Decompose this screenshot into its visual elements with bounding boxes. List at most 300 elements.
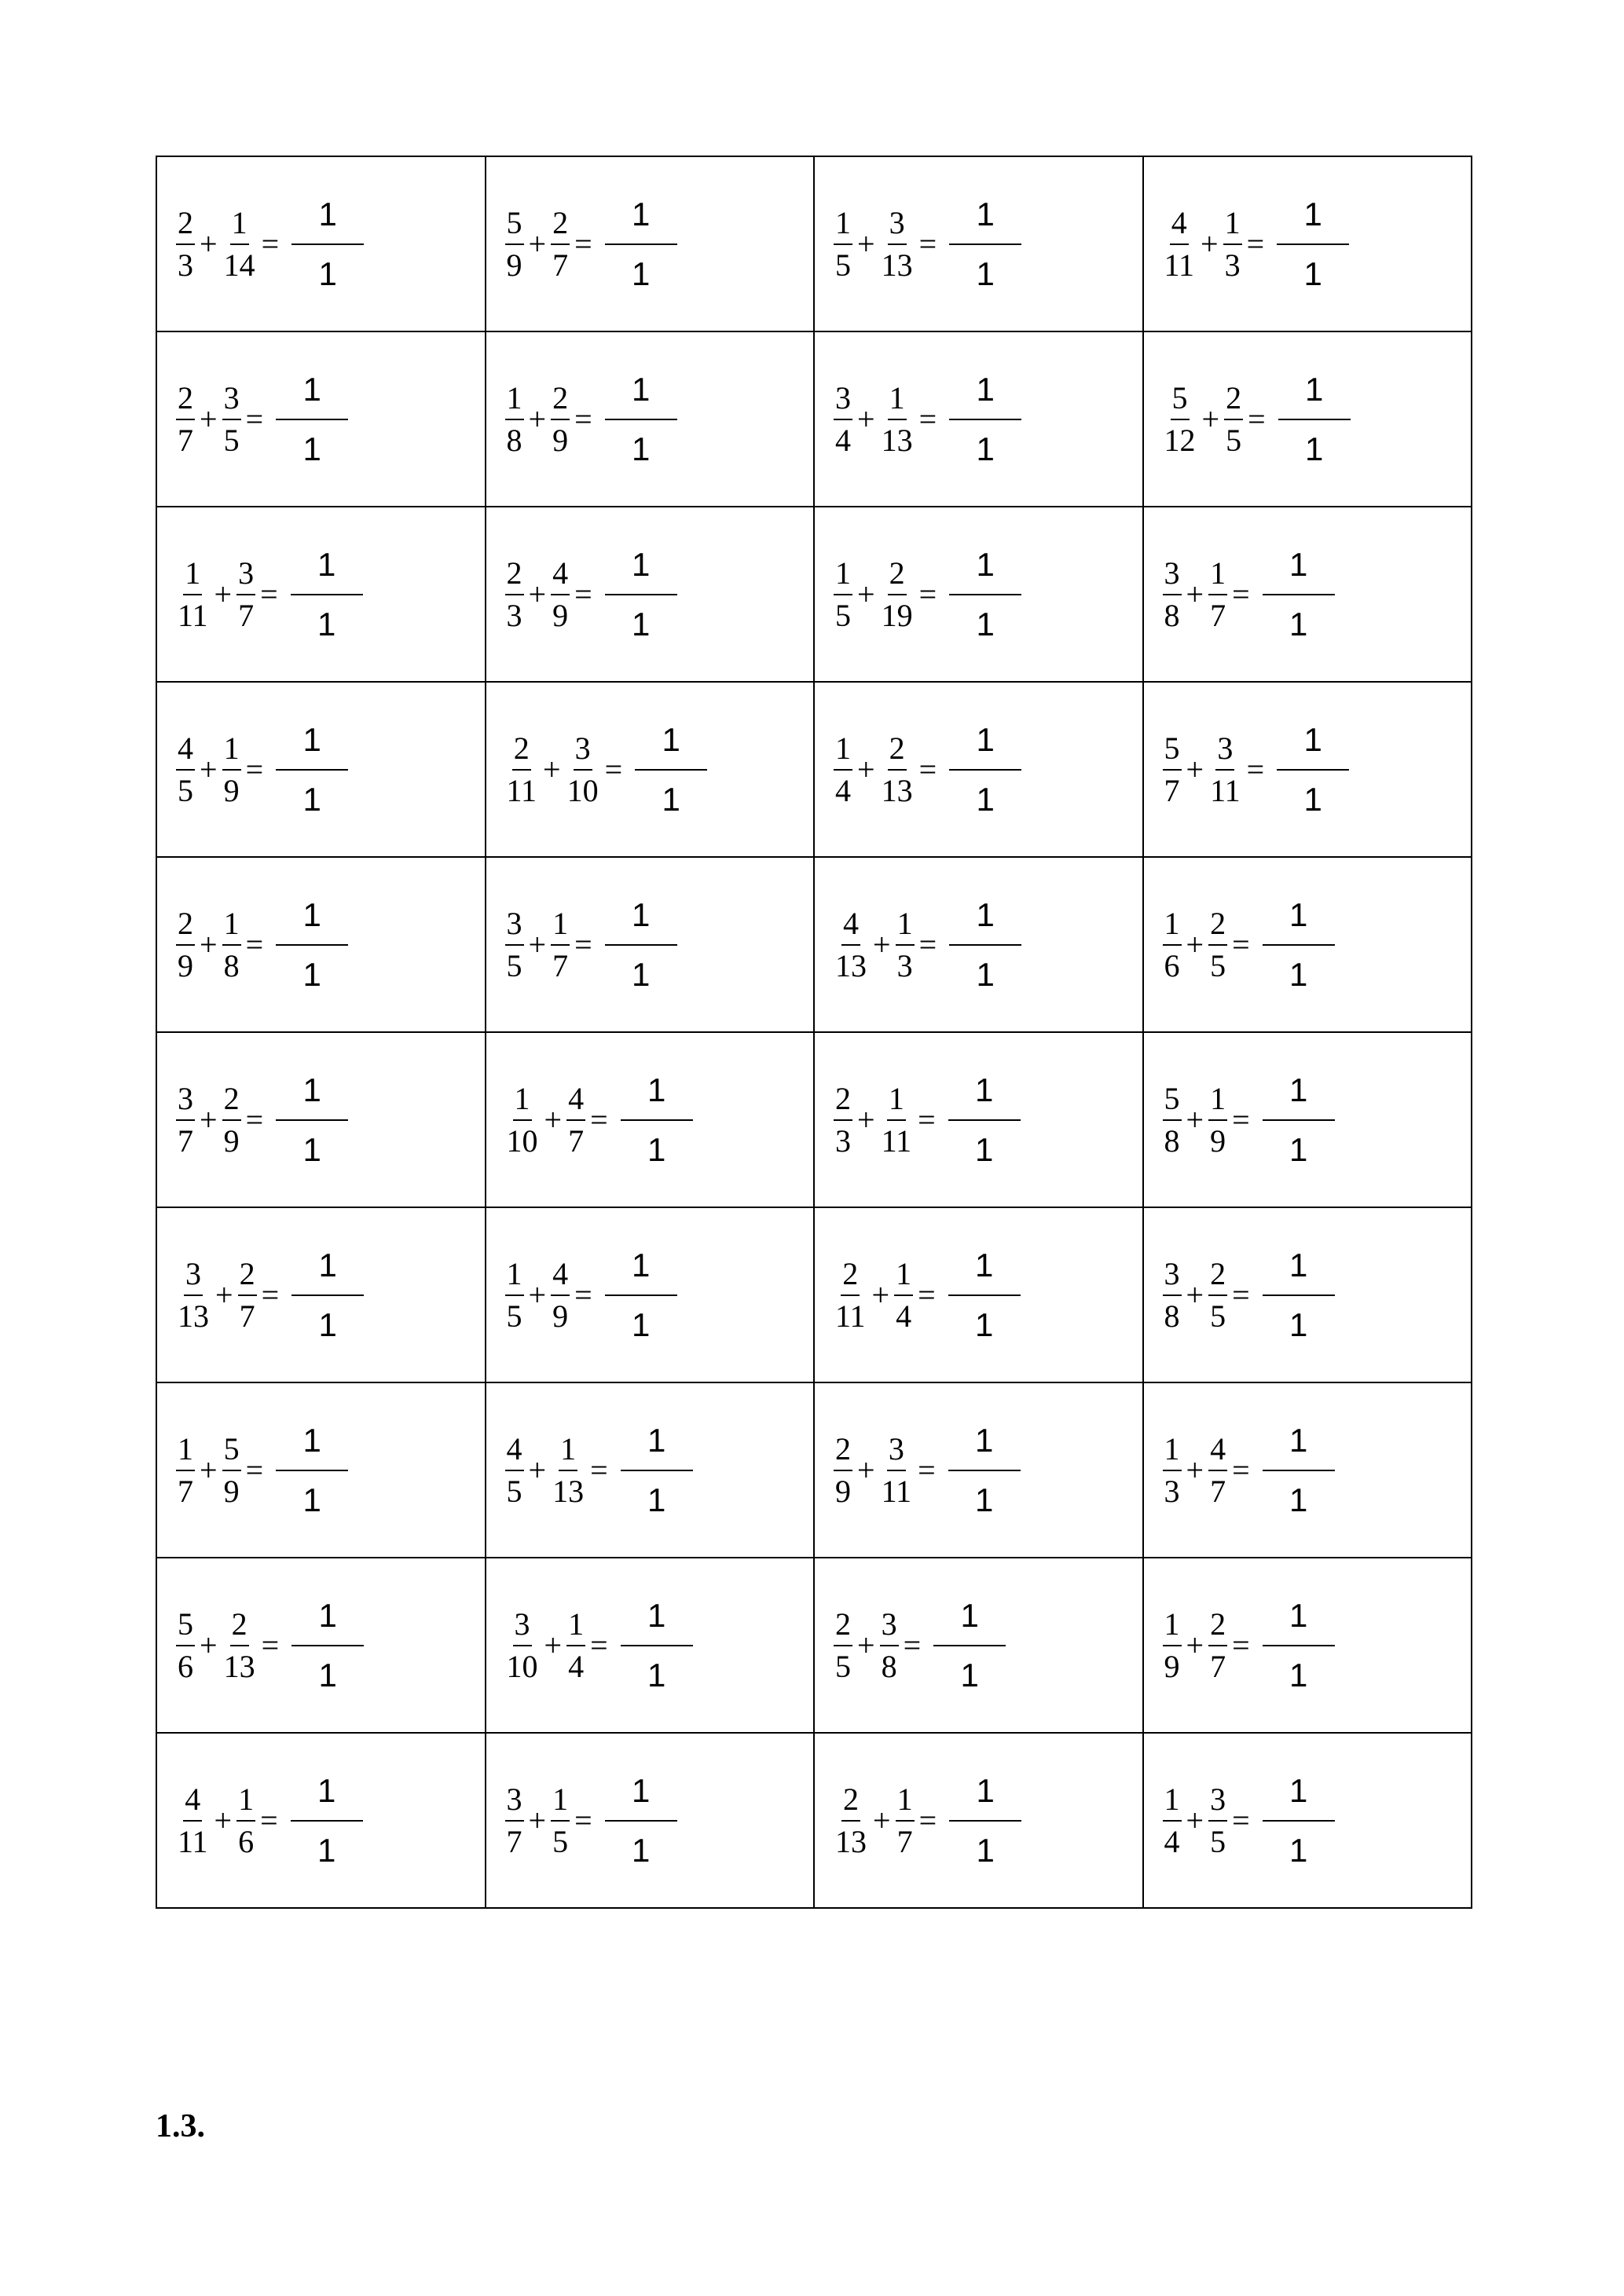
equals-sign: = (260, 1803, 278, 1838)
first-numerator: 5 (1171, 383, 1190, 420)
first-denominator: 5 (835, 1648, 851, 1684)
first-denominator: 13 (835, 1823, 867, 1859)
second-fraction (1208, 1080, 1227, 1159)
fraction-sum-expression (1163, 1421, 1335, 1518)
first-numerator: 2 (512, 733, 531, 771)
first-fraction (834, 1606, 852, 1684)
first-denominator: 7 (178, 1473, 193, 1509)
first-fraction (505, 1080, 540, 1159)
second-fraction (551, 204, 570, 283)
second-numerator: 4 (566, 1083, 585, 1121)
answer-numerator: 1 (621, 1599, 693, 1646)
exercise-cell (486, 682, 815, 857)
answer-numerator: 1 (1263, 1599, 1335, 1646)
answer-denominator: 1 (976, 1831, 995, 1869)
first-fraction (176, 1255, 211, 1334)
second-denominator: 5 (223, 422, 240, 458)
first-numerator: 2 (505, 558, 524, 595)
exercise-cell (156, 1558, 486, 1733)
first-fraction (1163, 905, 1182, 983)
answer-denominator: 1 (974, 1481, 994, 1518)
second-fraction (1208, 1430, 1227, 1509)
equals-sign: = (574, 1277, 592, 1313)
second-numerator: 1 (566, 1609, 585, 1646)
second-numerator: 5 (222, 1434, 241, 1471)
plus-sign: + (1186, 577, 1204, 612)
fraction-sum-expression (176, 1596, 364, 1694)
first-numerator: 1 (1163, 1609, 1182, 1646)
first-denominator: 12 (1164, 422, 1196, 458)
second-numerator: 3 (1215, 733, 1234, 771)
first-fraction (505, 730, 539, 808)
answer-fraction (949, 545, 1021, 643)
table-row (156, 857, 1472, 1032)
answer-denominator: 1 (631, 255, 651, 292)
first-fraction (176, 730, 195, 808)
answer-numerator: 1 (621, 1074, 693, 1121)
equals-sign: = (918, 752, 937, 787)
second-denominator: 3 (896, 947, 913, 983)
first-fraction (1163, 204, 1197, 283)
answer-denominator: 1 (631, 955, 651, 993)
first-numerator: 4 (841, 908, 860, 946)
first-denominator: 4 (835, 772, 851, 808)
answer-numerator: 1 (605, 198, 677, 245)
equals-sign: = (590, 1102, 608, 1137)
equals-sign: = (1232, 1628, 1250, 1663)
second-fraction (222, 1606, 257, 1684)
answer-denominator: 1 (318, 1656, 337, 1694)
equals-sign: = (918, 927, 937, 962)
second-numerator: 1 (559, 1434, 577, 1471)
plus-sign: + (528, 226, 547, 262)
answer-fraction (1277, 195, 1349, 292)
second-numerator: 1 (551, 908, 570, 946)
second-denominator: 7 (1210, 1473, 1226, 1509)
table-row (156, 1382, 1472, 1558)
second-numerator: 2 (1224, 383, 1243, 420)
exercise-cell (486, 331, 815, 507)
exercise-cell (814, 1032, 1143, 1207)
plus-sign: + (528, 927, 547, 962)
answer-denominator: 1 (631, 605, 651, 643)
first-numerator: 1 (513, 1083, 532, 1121)
plus-sign: + (528, 1277, 547, 1313)
answer-fraction (605, 195, 677, 292)
second-numerator: 3 (236, 558, 255, 595)
first-denominator: 11 (178, 597, 208, 633)
second-fraction (566, 730, 600, 808)
plus-sign: + (200, 1102, 218, 1137)
fraction-sum-expression (1163, 1596, 1335, 1694)
second-denominator: 9 (552, 597, 569, 633)
answer-numerator: 1 (933, 1599, 1006, 1646)
equals-sign: = (590, 1452, 608, 1488)
first-denominator: 8 (1164, 1298, 1180, 1334)
answer-denominator: 1 (1303, 255, 1322, 292)
fraction-sum-expression (1163, 545, 1335, 643)
answer-numerator: 1 (949, 899, 1021, 946)
second-numerator: 1 (222, 908, 241, 946)
second-numerator: 1 (888, 383, 907, 420)
answer-fraction (276, 1071, 348, 1168)
first-denominator: 6 (1164, 947, 1180, 983)
second-fraction (551, 1430, 585, 1509)
fraction-sum-expression (1163, 1771, 1335, 1869)
second-denominator: 7 (896, 1823, 913, 1859)
equals-sign: = (574, 1803, 592, 1838)
plus-sign: + (528, 577, 547, 612)
answer-numerator: 1 (621, 1424, 693, 1471)
exercise-cell (1143, 857, 1472, 1032)
second-denominator: 14 (223, 247, 255, 283)
exercise-cell (486, 156, 815, 331)
second-denominator: 9 (1210, 1122, 1226, 1159)
second-fraction (238, 1255, 257, 1334)
fraction-sum-expression (834, 895, 1021, 993)
first-fraction (176, 204, 195, 283)
table-body (156, 156, 1472, 1908)
equals-sign: = (1246, 226, 1265, 262)
first-numerator: 4 (505, 1434, 524, 1471)
exercise-cell (814, 682, 1143, 857)
exercise-cell (156, 1207, 486, 1382)
fraction-sum-expression (834, 1246, 1021, 1343)
equals-sign: = (1246, 752, 1265, 787)
answer-fraction (949, 195, 1021, 292)
answer-numerator: 1 (276, 373, 348, 420)
fraction-sum-expression (505, 545, 677, 643)
plus-sign: + (1201, 401, 1220, 437)
fraction-sum-expression (505, 1596, 693, 1694)
answer-denominator: 1 (1304, 430, 1324, 467)
plus-sign: + (857, 752, 875, 787)
equals-sign: = (245, 1102, 264, 1137)
plus-sign: + (544, 1102, 563, 1137)
fraction-sum-expression (1163, 195, 1350, 292)
exercise-cell (486, 1207, 815, 1382)
first-fraction (834, 730, 852, 808)
answer-numerator: 1 (1263, 1774, 1335, 1822)
fraction-sum-expression (834, 195, 1021, 292)
second-fraction (880, 555, 915, 633)
answer-fraction (291, 545, 363, 643)
first-numerator: 4 (183, 1784, 202, 1822)
second-fraction (880, 1606, 899, 1684)
answer-denominator: 1 (318, 1305, 337, 1343)
answer-numerator: 1 (276, 1074, 348, 1121)
second-fraction (880, 730, 915, 808)
second-numerator: 1 (896, 908, 915, 946)
second-fraction (551, 1781, 570, 1859)
answer-fraction (948, 1246, 1021, 1343)
second-fraction (880, 379, 915, 458)
equals-sign: = (260, 577, 278, 612)
answer-numerator: 1 (291, 198, 364, 245)
second-denominator: 7 (552, 247, 569, 283)
first-fraction (834, 379, 852, 458)
plus-sign: + (544, 1628, 563, 1663)
answer-denominator: 1 (631, 1831, 651, 1869)
first-denominator: 4 (1164, 1823, 1180, 1859)
second-fraction (1208, 1781, 1227, 1859)
second-fraction (880, 1430, 914, 1509)
first-numerator: 1 (176, 1434, 195, 1471)
second-denominator: 7 (239, 1298, 255, 1334)
first-fraction (505, 1781, 524, 1859)
fraction-sum-expression (176, 370, 348, 467)
fraction-sum-expression (834, 1596, 1006, 1694)
first-numerator: 3 (513, 1609, 532, 1646)
answer-denominator: 1 (647, 1656, 666, 1694)
exercise-cell (1143, 1382, 1472, 1558)
fraction-sum-expression (505, 1421, 693, 1518)
second-denominator: 6 (238, 1823, 255, 1859)
fraction-sum-expression (505, 895, 677, 993)
plus-sign: + (873, 927, 891, 962)
fraction-sum-expression (505, 370, 677, 467)
second-fraction (222, 730, 241, 808)
second-numerator: 1 (222, 733, 241, 771)
first-fraction (1163, 1430, 1182, 1509)
second-fraction (880, 1080, 914, 1159)
answer-denominator: 1 (302, 955, 321, 993)
first-numerator: 2 (841, 1258, 860, 1296)
second-denominator: 13 (881, 247, 913, 283)
equals-sign: = (903, 1628, 922, 1663)
table-row (156, 156, 1472, 331)
plus-sign: + (871, 1277, 890, 1313)
first-numerator: 1 (1163, 1784, 1182, 1822)
first-numerator: 1 (1163, 1434, 1182, 1471)
fraction-sum-expression (505, 1771, 677, 1869)
answer-fraction (1278, 370, 1351, 467)
first-numerator: 1 (505, 1258, 524, 1296)
second-fraction (551, 1255, 570, 1334)
equals-sign: = (261, 226, 280, 262)
answer-denominator: 1 (631, 1305, 651, 1343)
answer-fraction (621, 1596, 693, 1694)
first-denominator: 3 (178, 247, 193, 283)
answer-fraction (276, 370, 348, 467)
answer-denominator: 1 (302, 780, 321, 818)
second-fraction (1223, 204, 1242, 283)
second-numerator: 1 (894, 1258, 913, 1296)
fraction-sum-expression (505, 1246, 677, 1343)
answer-fraction (605, 1771, 677, 1869)
answer-numerator: 1 (276, 899, 348, 946)
first-fraction (834, 1430, 852, 1509)
first-fraction (176, 1080, 195, 1159)
first-denominator: 7 (506, 1823, 522, 1859)
answer-denominator: 1 (302, 430, 321, 467)
second-denominator: 13 (223, 1648, 255, 1684)
answer-denominator: 1 (976, 255, 995, 292)
second-numerator: 2 (551, 383, 570, 420)
answer-numerator: 1 (1263, 1424, 1335, 1471)
first-fraction (505, 905, 524, 983)
first-fraction (834, 204, 852, 283)
answer-numerator: 1 (1263, 548, 1335, 595)
first-fraction (176, 379, 195, 458)
plus-sign: + (200, 752, 218, 787)
first-numerator: 4 (176, 733, 195, 771)
first-fraction (1163, 1080, 1182, 1159)
second-fraction (566, 1080, 585, 1159)
second-denominator: 10 (566, 772, 599, 808)
answer-numerator: 1 (291, 1249, 364, 1296)
fraction-sum-expression (1163, 895, 1335, 993)
second-denominator: 5 (1226, 422, 1242, 458)
equals-sign: = (574, 401, 592, 437)
first-fraction (176, 1430, 195, 1509)
answer-denominator: 1 (976, 780, 995, 818)
fraction-sum-expression (176, 195, 364, 292)
second-numerator: 3 (574, 733, 592, 771)
answer-fraction (276, 1421, 348, 1518)
second-fraction (1208, 555, 1227, 633)
second-fraction (1208, 730, 1242, 808)
fraction-sum-expression (834, 1771, 1021, 1869)
fraction-sum-expression (176, 545, 363, 643)
answer-numerator: 1 (1277, 198, 1349, 245)
second-numerator: 2 (888, 733, 907, 771)
exercise-cell (814, 507, 1143, 682)
first-denominator: 9 (178, 947, 193, 983)
first-numerator: 5 (505, 207, 524, 245)
answer-denominator: 1 (302, 1130, 321, 1168)
second-numerator: 1 (887, 1083, 906, 1121)
second-fraction (236, 555, 255, 633)
second-fraction (1208, 1255, 1227, 1334)
equals-sign: = (261, 1628, 280, 1663)
exercise-cell (814, 1733, 1143, 1908)
plus-sign: + (543, 752, 561, 787)
first-denominator: 3 (835, 1122, 851, 1159)
second-fraction (896, 905, 915, 983)
first-denominator: 11 (506, 772, 537, 808)
first-fraction (1163, 730, 1182, 808)
second-numerator: 2 (230, 1609, 249, 1646)
fraction-sum-expression (834, 370, 1021, 467)
answer-numerator: 1 (948, 1424, 1021, 1471)
answer-fraction (949, 895, 1021, 993)
answer-numerator: 1 (605, 899, 677, 946)
first-fraction (1163, 1606, 1182, 1684)
equals-sign: = (918, 226, 937, 262)
answer-fraction (291, 1596, 364, 1694)
first-numerator: 3 (176, 1083, 195, 1121)
answer-denominator: 1 (974, 1305, 994, 1343)
first-fraction (1163, 379, 1197, 458)
table-row (156, 1032, 1472, 1207)
first-denominator: 8 (1164, 1122, 1180, 1159)
exercise-cell (486, 1558, 815, 1733)
fraction-sum-expression (1163, 1071, 1335, 1168)
exercise-cell (156, 156, 486, 331)
exercise-cell (1143, 331, 1472, 507)
second-numerator: 2 (238, 1258, 257, 1296)
exercise-cell (1143, 507, 1472, 682)
second-denominator: 8 (223, 947, 240, 983)
plus-sign: + (1186, 752, 1204, 787)
exercise-cell (814, 1207, 1143, 1382)
second-numerator: 4 (551, 558, 570, 595)
equals-sign: = (1232, 1102, 1250, 1137)
table-row (156, 331, 1472, 507)
answer-fraction (1263, 1421, 1335, 1518)
first-numerator: 2 (834, 1083, 852, 1121)
answer-fraction (276, 720, 348, 818)
equals-sign: = (261, 1277, 280, 1313)
second-denominator: 8 (881, 1648, 897, 1684)
answer-fraction (291, 195, 364, 292)
first-numerator: 1 (183, 558, 202, 595)
fraction-sum-expression (834, 1421, 1021, 1518)
equals-sign: = (590, 1628, 608, 1663)
second-fraction (222, 204, 257, 283)
answer-numerator: 1 (635, 723, 707, 771)
plus-sign: + (873, 1803, 891, 1838)
answer-numerator: 1 (605, 1249, 677, 1296)
second-denominator: 7 (568, 1122, 585, 1159)
table-row (156, 1207, 1472, 1382)
second-fraction (551, 555, 570, 633)
plus-sign: + (200, 401, 218, 437)
answer-denominator: 1 (662, 780, 680, 818)
second-numerator: 2 (222, 1083, 241, 1121)
first-denominator: 11 (835, 1298, 866, 1334)
plus-sign: + (1186, 1628, 1204, 1663)
equals-sign: = (245, 401, 264, 437)
answer-fraction (933, 1596, 1006, 1694)
plus-sign: + (528, 1452, 547, 1488)
first-denominator: 9 (1164, 1648, 1180, 1684)
answer-numerator: 1 (949, 723, 1021, 771)
first-fraction (176, 555, 210, 633)
plus-sign: + (214, 577, 233, 612)
second-numerator: 1 (236, 1784, 255, 1822)
equals-sign: = (1232, 1277, 1250, 1313)
first-denominator: 11 (178, 1823, 208, 1859)
first-denominator: 7 (1164, 772, 1180, 808)
exercise-cell (486, 507, 815, 682)
answer-denominator: 1 (302, 1481, 321, 1518)
equals-sign: = (1232, 927, 1250, 962)
second-numerator: 1 (230, 207, 249, 245)
exercise-cell (486, 857, 815, 1032)
first-numerator: 1 (834, 733, 852, 771)
answer-numerator: 1 (949, 373, 1021, 420)
answer-denominator: 1 (976, 605, 995, 643)
exercise-cell (486, 1032, 815, 1207)
exercise-cell (1143, 156, 1472, 331)
answer-denominator: 1 (960, 1656, 979, 1694)
second-numerator: 1 (551, 1784, 570, 1822)
second-fraction (1208, 1606, 1227, 1684)
second-denominator: 5 (552, 1823, 569, 1859)
second-numerator: 3 (222, 383, 241, 420)
answer-numerator: 1 (949, 548, 1021, 595)
exercise-cell (486, 1733, 815, 1908)
answer-numerator: 1 (276, 723, 348, 771)
first-denominator: 5 (506, 947, 522, 983)
answer-fraction (291, 1771, 363, 1869)
second-fraction (236, 1781, 255, 1859)
exercise-cell (156, 1733, 486, 1908)
first-denominator: 9 (506, 247, 522, 283)
plus-sign: + (200, 927, 218, 962)
